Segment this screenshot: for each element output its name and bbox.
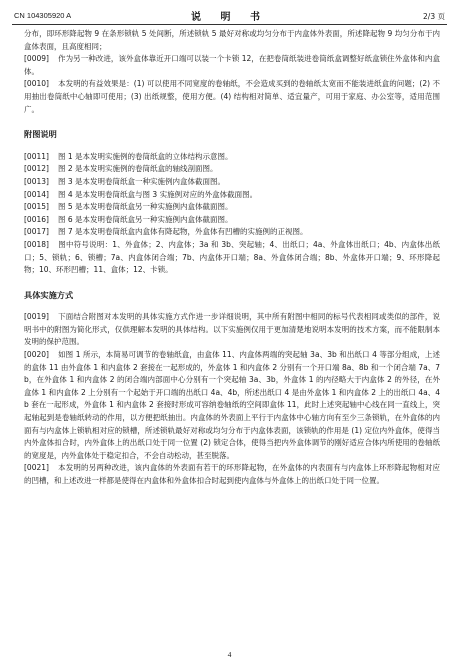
paragraph (24, 226, 440, 239)
paragraph-number: [0016] (24, 214, 49, 224)
paragraphs-implementation (24, 311, 440, 487)
paragraph (24, 28, 440, 53)
paragraph-text: 作为另一种改进，该外盒体靠近开口端可以装一个卡锁 12，在把卷筒纸装进卷筒纸盒调整好纸盒锁住外盒体和内盒体。 (24, 54, 440, 76)
paragraph-text: 图 6 是本发明卷筒纸盒另一种实施例内盒体截面图。 (58, 214, 233, 224)
section-title-implementation: 具体实施方式 (24, 289, 74, 300)
page-indicator: 2/3 页 (423, 12, 445, 21)
paragraph-text: 本发明的有益效果是：(1) 可以使用不同宽度的卷轴纸，不会造成买到的卷轴纸太宽而不能装进纸盒的问题；(2) 不用抽出卷筒纸中心轴即可使用；(3) 出纸规整，使用方便。(4) 结构相对简单、适宜量产，可用于家庭、办公室等，适用范围广。 (24, 79, 440, 114)
paragraphs-figures (24, 151, 440, 277)
paragraphs-top (24, 28, 440, 116)
page-number: 4 (227, 650, 232, 659)
page-header (12, 6, 447, 25)
paragraph (24, 201, 440, 214)
paragraph-number: [0017] (24, 227, 49, 237)
paragraph-number: [0015] (24, 202, 49, 212)
paragraph-text: 图 3 是本发明卷筒纸盒一种实施例内盒体截面图。 (58, 176, 226, 186)
paragraph-text: 本发明的另两种改进，该内盒体的外表面有若干的环形降起物，在外盒体的内表面有与内盒体上环形降起物相对应的凹槽，和上述改进一样都是使得在内盒体和外盒体扣合时起到使内盒体与外盒体上的出纸口处于同一位置。 (24, 463, 440, 485)
paragraph-text: 下面结合附图对本发明的具体实施方式作进一步详细说明，其中所有附图中相同的标号代表相同或类似的部件，说明书中的附图为简化形式，仅供理解本发明的具体结构。以下实施例仅用于更加清楚地说明本发明的技术方案，而不能限制本发明的保护范围。 (24, 312, 440, 347)
paragraph (24, 311, 440, 349)
paragraph-text: 图中符号说明：1、外盒体；2、内盒体；3a 和 3b、突起轴；4、出纸口；4a、外盒体出纸口；4b、内盒体出纸口；5、锁轨；6、锁槽；7a、内盒体闭合端；7b、内盒体开口端；8a、外盒体闭合端；8b、外盒体开口端；9、环形降起物；10、环形凹槽；11、盒体；12、卡锁。 (24, 239, 440, 275)
paragraph-number: [0013] (24, 176, 49, 186)
paragraph-number: [0014] (24, 189, 49, 199)
paragraph (24, 349, 440, 462)
paragraph-number: [0019] (24, 312, 49, 322)
paragraph-number: [0010] (24, 79, 49, 89)
paragraph-text: 图 7 是本发明卷筒纸盒内盒体有降起物，外盒体有凹槽的实施例的正视图。 (58, 227, 308, 237)
paragraph-number: [0021] (24, 463, 49, 473)
paragraph-text: 图 4 是本发明卷筒纸盒与图 3 实施例对应的外盒体截面图。 (58, 189, 258, 199)
paragraph-number: [0009] (24, 54, 49, 64)
paragraph (24, 53, 440, 78)
paragraph-text: 图 5 是本发明卷筒纸盒另一种实施例内盒体截面图。 (58, 202, 233, 212)
paragraph-text: 分布，即环形降起物 9 在条形锁轨 5 处间断，所述锁轨 5 最好对称或均匀分布于内盒体外表面，所述降起物 9 均匀分布于内盒体表面，且高度相同； (24, 29, 440, 51)
paragraph-number: [0011] (24, 151, 49, 161)
paragraph (24, 214, 440, 227)
doc-number: CN 104305920 A (14, 11, 72, 20)
paragraph (24, 78, 440, 116)
paragraph-text: 如图 1 所示，本简易可调节的卷轴纸盒，由盒体 11、内盒体两端的突起轴 3a、3b 和出纸口 4 等部分组成，上述的盒体 11 由外盒体 1 和内盒体 2 套接在一起形成的，外盒体 1 和内盒体 2 分别有一个开口端 8a、8b 和一个闭合端 7a、7b，在外盒体 1 和内盒体 2 的闭合端内部面中心分别有一个突起轴 3a、3b，外盒体 1 的内径略大于内盒体 2 的外径，在外盒体 1 和内盒体 2 上分别有一个起始于开口端的出纸口 4a、4b，所述出纸口 4 是由外盒体 1 和内盒体 2 上的出纸口 4a、4b 套在一起形成，外盒体 1 和内盒体 2 套接时形成可容纳卷轴纸的空间即盒体 11，此时上述突起轴中心线在同一直线上，突起轴起到是卷轴纸转动的作用，以方便把纸抽出。内盒体的外表面上平行于内盒体中心轴方向有至少三条锁轨，在外盒体的内面有与内盒体上锁轨相对应的锁槽，所述锁轨最好对称或均匀分布于内盒体表面，该锁轨的作用是 (1) 定位内外盒体，使得当内外盒体扣合时，内外盒体上的出纸口处于同一位置 (2) 锁定合体，使得当把内外盒体调节的刚好适应合体内所使用的卷轴纸的宽度是，内外盒体处于稳定扣合，不会自动松动，甚至脱落。 (24, 350, 440, 460)
paragraph (24, 151, 440, 164)
page-footer (0, 650, 459, 659)
doc-title: 说 明 书 (191, 12, 268, 23)
paragraph (24, 176, 440, 189)
document-body (24, 28, 440, 488)
section-title-figures: 附图说明 (24, 129, 57, 140)
paragraph-number: [0012] (24, 164, 49, 174)
paragraph-number: [0018] (24, 239, 49, 249)
paragraph (24, 239, 440, 277)
paragraph (24, 189, 440, 202)
paragraph-number: [0020] (24, 350, 49, 360)
paragraph (24, 163, 440, 176)
paragraph-text: 图 2 是本发明实施例的卷筒纸盒的轴线剖面图。 (58, 164, 218, 174)
paragraph (24, 462, 440, 487)
paragraph-text: 图 1 是本发明实施例的卷筒纸盒的立体结构示意图。 (58, 151, 233, 161)
